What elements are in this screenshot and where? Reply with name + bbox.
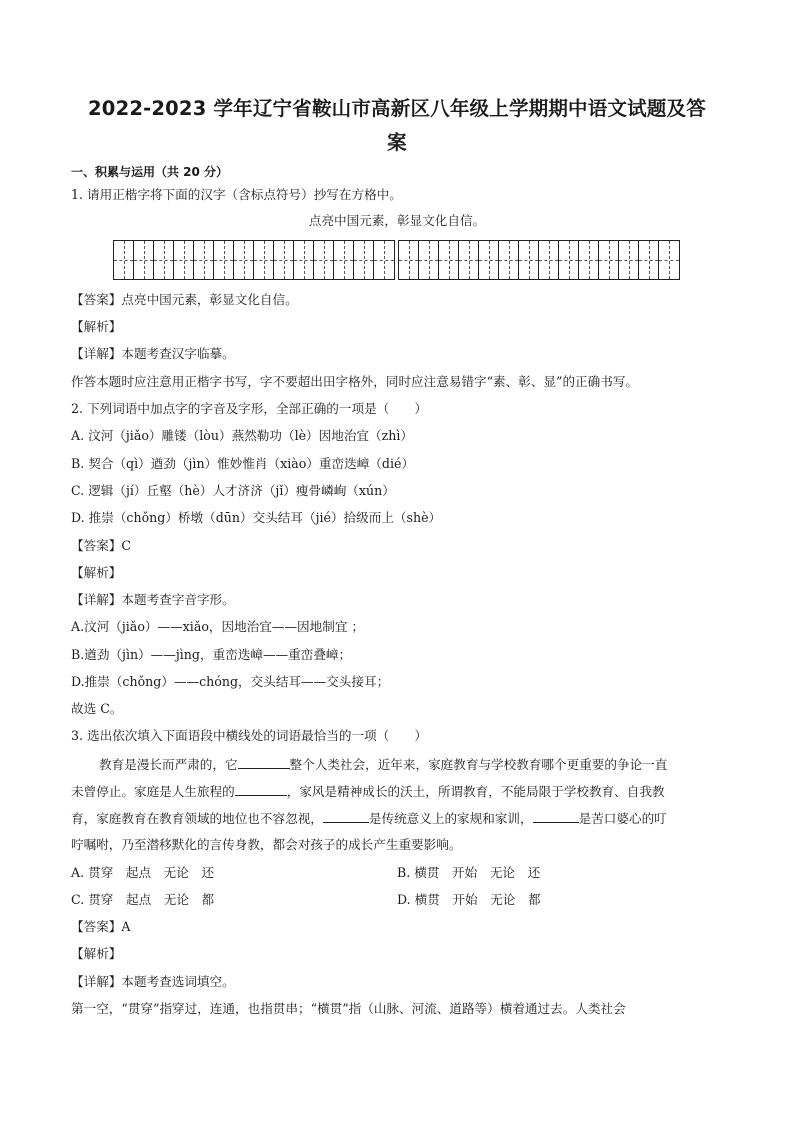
grid-cell [659, 241, 679, 279]
answer-text: A [121, 919, 131, 934]
q2-detail [71, 591, 731, 609]
q2-fix-a: A.汶河（jiǎo）——xiǎo，因地治宜——因地制宜 ； [71, 619, 365, 634]
q2-option-b: B. 契合（qì）遒劲（jìn）惟妙惟肖（xiào）重峦迭嶂（dié） [71, 456, 415, 471]
title-line-2: 案 [387, 131, 407, 154]
answer-tag: 【答案】 [71, 919, 122, 934]
grid-cell [354, 241, 374, 279]
q3-passage-line-1: 教育是漫长而严肃的，它 整个人类社会，近年来，家庭教育与学校教育哪个更重要的争论一直 [99, 757, 668, 772]
grid-cell [334, 241, 354, 279]
grid-cell [439, 241, 459, 279]
detail-text: 本题考查选词填空。 [121, 974, 235, 989]
q1-source-text: 点亮中国元素，彰显文化自信。 [308, 213, 486, 228]
grid-cell [619, 241, 639, 279]
writing-grid-right [398, 240, 680, 280]
grid-cell [314, 241, 334, 279]
fill-blank-1 [238, 755, 290, 769]
q2-option-c: C. 逻辑（jí）丘壑（hè）人才济济（jǐ）瘦骨嶙峋（xún） [71, 483, 395, 498]
q2-option-d: D. 推崇（chǒng）桥墩（dūn）交头结耳（jié）拾级而上（shè） [71, 510, 442, 525]
q2-analysis-tag: 【解析】 [71, 565, 122, 580]
grid-cell [254, 241, 274, 279]
grid-cell [599, 241, 619, 279]
q3-option-d: D. 横贯 开始 无论 都 [397, 892, 541, 907]
q1-note: 作答本题时应注意用正楷字书写，字不要超出田字格外，同时应注意易错字“素、彰、显”的正确书写。 [71, 374, 639, 389]
answer-text: C [121, 538, 132, 553]
grid-cell [519, 241, 539, 279]
grid-cell [214, 241, 234, 279]
grid-cell [459, 241, 479, 279]
grid-cell [294, 241, 314, 279]
grid-cell [499, 241, 519, 279]
q1-detail [71, 345, 731, 363]
grid-cell [479, 241, 499, 279]
q3-option-c: C. 贯穿 起点 无论 都 [71, 892, 215, 907]
answer-tag: 【答案】 [71, 538, 122, 553]
q1-analysis-tag: 【解析】 [71, 319, 122, 334]
q3-option-b: B. 横贯 开始 无论 还 [397, 865, 541, 880]
fill-blank-2 [235, 782, 287, 796]
writing-grid-left [113, 240, 395, 280]
grid-cell [559, 241, 579, 279]
detail-text: 本题考查字音字形。 [121, 592, 235, 607]
q3-option-a: A. 贯穿 起点 无论 还 [71, 865, 215, 880]
q3-first-blank-explanation: 第一空，“贯穿”指穿过，连通，也指贯串；“横贯”指（山脉、河流、道路等）横着通过去。人类社会 [71, 1001, 626, 1016]
grid-cell [579, 241, 599, 279]
grid-cell [194, 241, 214, 279]
answer-tag: 【答案】 [71, 292, 122, 307]
fill-blank-4 [533, 809, 579, 823]
grid-cell [154, 241, 174, 279]
grid-cell [114, 241, 134, 279]
q3-answer [71, 918, 731, 936]
q2-answer [71, 537, 731, 555]
detail-tag: 【详解】 [71, 346, 122, 361]
title-line-1: 2022-2023 学年辽宁省鞍山市高新区八年级上学期期中语文试题及答 [88, 97, 706, 120]
section-heading: 一、积累与运用（共 20 分） [71, 165, 229, 179]
detail-tag: 【详解】 [71, 592, 122, 607]
q2-conclusion: 故选 C。 [71, 701, 123, 716]
q2-stem: 2. 下列词语中加点字的字音及字形，全部正确的一项是（ ） [71, 401, 428, 416]
q3-passage-line-3: 育，家庭教育在教育领域的地位也不容忽视， 是传统意义上的家规和家训， 是苦口婆心的叮 [71, 811, 667, 826]
q3-analysis-tag: 【解析】 [71, 946, 122, 961]
q3-stem: 3. 选出依次填入下面语段中横线处的词语最恰当的一项（ ） [71, 728, 428, 743]
document-title [60, 92, 734, 160]
grid-cell [539, 241, 559, 279]
grid-cell [639, 241, 659, 279]
grid-cell [374, 241, 394, 279]
grid-cell [399, 241, 419, 279]
answer-text: 点亮中国元素，彰显文化自信。 [121, 292, 298, 307]
grid-cell [234, 241, 254, 279]
fill-blank-3 [323, 809, 369, 823]
q2-option-a: A. 汶河（jiǎo）雕镂（lòu）燕然勒功（lè）因地治宜（zhì） [71, 428, 413, 443]
q2-fix-b: B.遒劲（jìn）——jìng，重峦迭嶂——重峦叠嶂； [71, 647, 352, 662]
q3-detail [71, 973, 731, 991]
grid-cell [274, 241, 294, 279]
q1-answer [71, 291, 731, 309]
detail-text: 本题考查汉字临摹。 [121, 346, 235, 361]
grid-cell [419, 241, 439, 279]
detail-tag: 【详解】 [71, 974, 122, 989]
q3-passage-line-4: 咛嘱咐，乃至潜移默化的言传身教，都会对孩子的成长产生重要影响。 [71, 837, 462, 852]
q2-fix-d: D.推崇（chǒng）——chóng，交头结耳——交头接耳； [71, 674, 390, 689]
grid-cell [174, 241, 194, 279]
q1-stem: 1. 请用正楷字将下面的汉字（含标点符号）抄写在方格中。 [71, 187, 402, 202]
grid-cell [134, 241, 154, 279]
q3-passage-line-2: 未曾停止。家庭是人生旅程的 ，家风是精神成长的沃土，所谓教育，不能局限于学校教育、自我教 [71, 784, 665, 799]
